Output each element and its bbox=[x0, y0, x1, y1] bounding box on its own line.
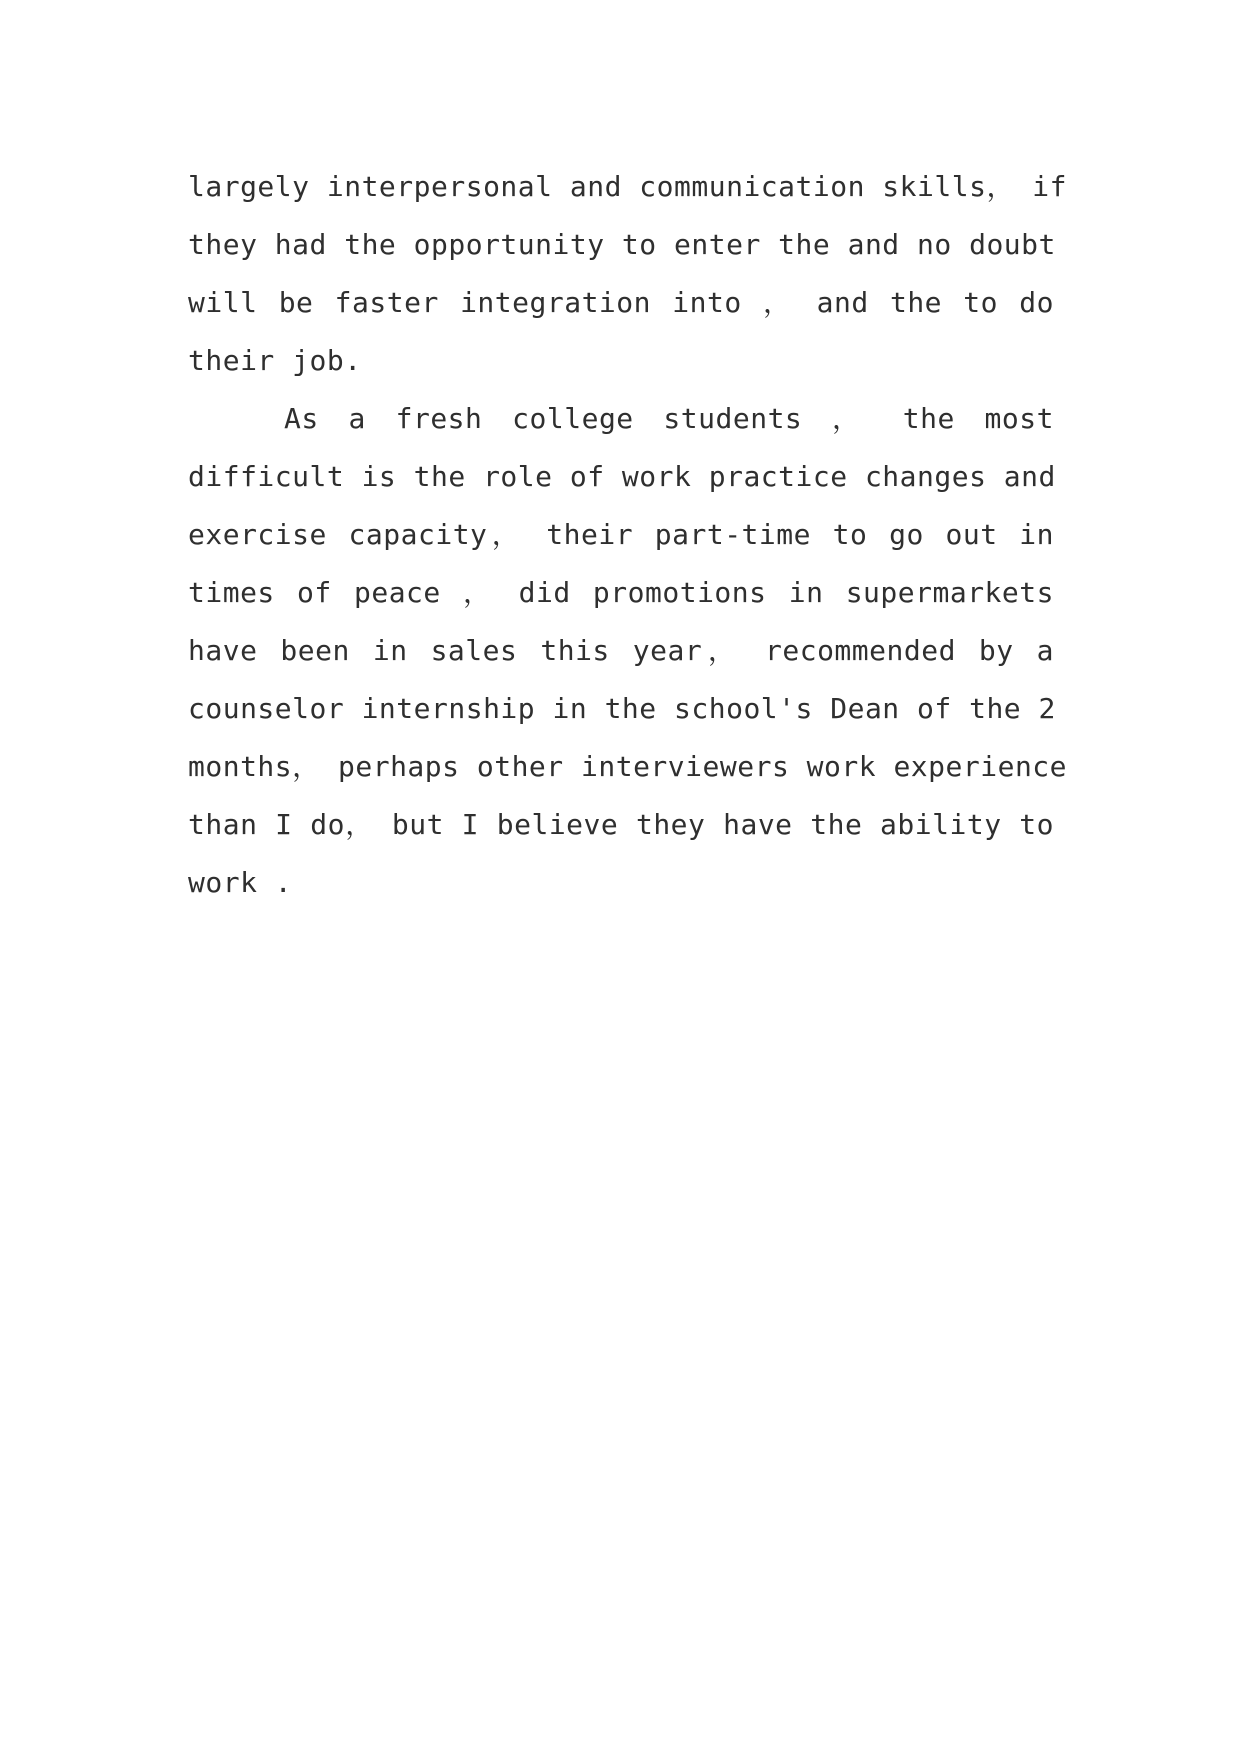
text-line: they had the opportunity to enter the and no doubt bbox=[188, 228, 1056, 261]
text-line: work . bbox=[188, 866, 293, 899]
text-line: their job. bbox=[188, 344, 362, 377]
body-text bbox=[188, 158, 1068, 912]
text-line: months， perhaps other interviewers work experience bbox=[188, 750, 1068, 783]
text-line: times of peace ， did promotions in supermarkets bbox=[188, 576, 1054, 609]
paragraph-2 bbox=[188, 390, 1068, 912]
text-line: than I do， but I believe they have the ability to bbox=[188, 808, 1054, 841]
text-line: largely interpersonal and communication skills， if bbox=[188, 170, 1068, 203]
text-line: As a fresh college students ， the most bbox=[284, 402, 1054, 435]
text-line: will be faster integration into ， and the to do bbox=[188, 286, 1054, 319]
text-line: difficult is the role of work practice changes and bbox=[188, 460, 1056, 493]
paragraph-1 bbox=[188, 158, 1068, 390]
text-line: counselor internship in the school's Dean of the 2 bbox=[188, 692, 1056, 725]
text-line: exercise capacity， their part-time to go out in bbox=[188, 518, 1054, 551]
text-line: have been in sales this year， recommended by a bbox=[188, 634, 1054, 667]
